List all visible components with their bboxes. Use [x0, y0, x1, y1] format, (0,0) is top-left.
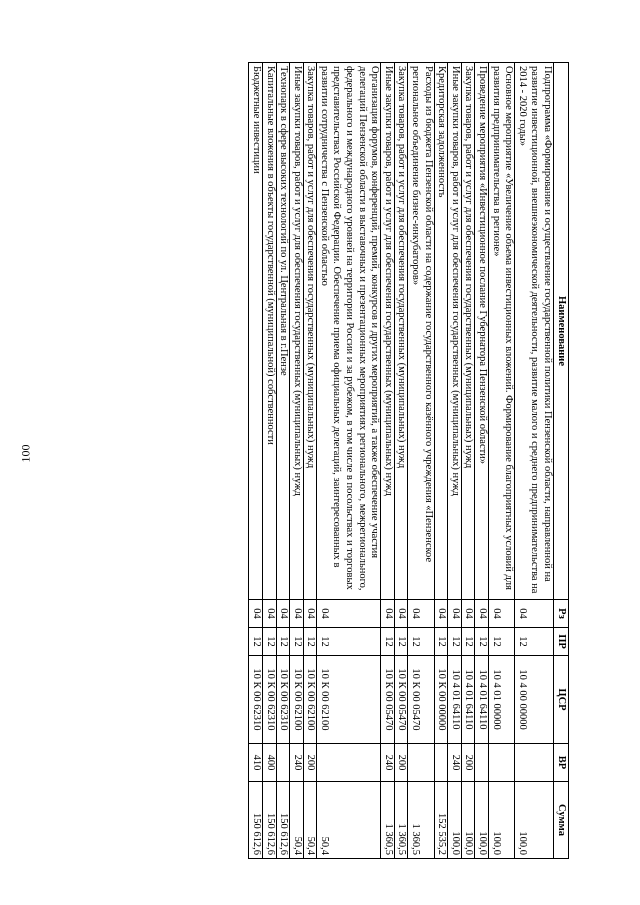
cell-vr	[515, 744, 554, 782]
cell-sum: 50,4	[303, 782, 317, 859]
cell-sum: 50,4	[290, 782, 304, 859]
cell-csr: 10 К 00 62100	[303, 656, 317, 744]
header-csr: ЦСР	[554, 656, 569, 744]
cell-pr: 12	[434, 628, 448, 656]
cell-sum: 100,0	[475, 782, 489, 859]
cell-name: Закупка товаров, работ и услуг для обеспечения государственных (муниципальных) нужд	[303, 63, 317, 600]
cell-name: Иные закупки товаров, работ и услуг для обеспечения государственных (муниципальных) нужд	[448, 63, 462, 600]
cell-pr: 12	[290, 628, 304, 656]
cell-sum: 150 612,6	[262, 782, 276, 859]
table-row	[262, 63, 276, 859]
cell-sum: 1 360,5	[408, 782, 434, 859]
cell-vr: 200	[461, 744, 475, 782]
table-row	[290, 63, 304, 859]
cell-rz: 04	[303, 600, 317, 628]
cell-pr: 12	[461, 628, 475, 656]
cell-csr: 10 4 01 64110	[475, 656, 489, 744]
cell-rz: 04	[290, 600, 304, 628]
cell-name: Иные закупки товаров, работ и услуг для обеспечения государственных (муниципальных) нужд	[290, 63, 304, 600]
table-row	[434, 63, 448, 859]
cell-pr: 12	[475, 628, 489, 656]
table-row	[317, 63, 381, 859]
cell-pr: 12	[381, 628, 395, 656]
table-row	[489, 63, 515, 859]
cell-name: Проведение мероприятия «Инвестиционное послание Губернатора Пензенской области»	[475, 63, 489, 600]
cell-sum: 1 360,5	[394, 782, 408, 859]
cell-rz: 04	[489, 600, 515, 628]
cell-pr: 12	[448, 628, 462, 656]
cell-vr	[434, 744, 448, 782]
cell-rz: 04	[249, 600, 263, 628]
cell-rz: 04	[448, 600, 462, 628]
cell-rz: 04	[434, 600, 448, 628]
cell-pr: 12	[317, 628, 381, 656]
cell-rz: 04	[317, 600, 381, 628]
cell-name: Основное мероприятие «Увеличение объема инвестиционных вложений. Формирование благоприятных условий для развития предпринимательства в регионе»	[489, 63, 515, 600]
header-name: Наименование	[554, 63, 569, 600]
cell-csr: 10 К 00 05470	[394, 656, 408, 744]
cell-vr	[276, 744, 290, 782]
cell-rz: 04	[461, 600, 475, 628]
cell-csr: 10 4 01 00000	[489, 656, 515, 744]
cell-csr: 10 К 00 62310	[276, 656, 290, 744]
cell-rz: 04	[408, 600, 434, 628]
cell-sum: 100,0	[515, 782, 554, 859]
cell-rz: 04	[475, 600, 489, 628]
cell-csr: 10 К 00 05470	[381, 656, 395, 744]
table-row	[276, 63, 290, 859]
cell-csr: 10 К 00 00000	[434, 656, 448, 744]
cell-pr: 12	[489, 628, 515, 656]
cell-sum: 50,4	[317, 782, 381, 859]
cell-vr	[317, 744, 381, 782]
cell-csr: 10 К 00 62310	[262, 656, 276, 744]
header-sum: Сумма	[554, 782, 569, 859]
table-row	[448, 63, 462, 859]
cell-rz: 04	[381, 600, 395, 628]
cell-pr: 12	[249, 628, 263, 656]
cell-rz: 04	[276, 600, 290, 628]
cell-sum: 100,0	[489, 782, 515, 859]
cell-csr: 10 4 01 64110	[448, 656, 462, 744]
page-number: 100	[18, 444, 33, 463]
cell-sum: 100,0	[461, 782, 475, 859]
cell-name: Расходы из бюджета Пензенской области на содержание государственного казённого учреждения «Пензенское региональное объединение бизнес-инкубаторов»	[408, 63, 434, 600]
cell-rz: 04	[394, 600, 408, 628]
cell-pr: 12	[276, 628, 290, 656]
cell-rz: 04	[262, 600, 276, 628]
table-row	[408, 63, 434, 859]
cell-name: Закупка товаров, работ и услуг для обеспечения государственных (муниципальных) нужд	[461, 63, 475, 600]
cell-name: Капитальные вложения в объекты государственной (муниципальной) собственности	[262, 63, 276, 600]
cell-sum: 100,0	[448, 782, 462, 859]
table-row	[303, 63, 317, 859]
cell-name: Подпрограмма «Формирование и осуществление государственной политики Пензенской области, направленной на развитие инвестиционной, внешнеэкономической деятельности, развитие малого и среднего предпринимательства на 2014 - 2020 годы»	[515, 63, 554, 600]
header-pr: ПР	[554, 628, 569, 656]
table-row	[394, 63, 408, 859]
cell-csr: 10 К 00 05470	[408, 656, 434, 744]
cell-pr: 12	[303, 628, 317, 656]
table-row	[475, 63, 489, 859]
cell-vr	[489, 744, 515, 782]
table-body	[249, 63, 554, 859]
cell-vr: 200	[303, 744, 317, 782]
cell-name: Технопарк в сфере высоких технологий по ул. Центральная в г.Пензе	[276, 63, 290, 600]
table-row	[461, 63, 475, 859]
cell-pr: 12	[515, 628, 554, 656]
header-vr: ВР	[554, 744, 569, 782]
header-rz: Рз	[554, 600, 569, 628]
cell-name: Иные закупки товаров, работ и услуг для обеспечения государственных (муниципальных) нужд	[381, 63, 395, 600]
table-row	[515, 63, 554, 859]
cell-sum: 150 612,6	[276, 782, 290, 859]
cell-pr: 12	[408, 628, 434, 656]
cell-csr: 10 К 00 62310	[249, 656, 263, 744]
table-row	[249, 63, 263, 859]
cell-csr: 10 К 00 62100	[290, 656, 304, 744]
cell-vr: 240	[290, 744, 304, 782]
budget-table	[248, 62, 569, 859]
cell-vr: 410	[249, 744, 263, 782]
cell-vr	[475, 744, 489, 782]
cell-name: Кредиторская задолженность	[434, 63, 448, 600]
cell-sum: 152 535,2	[434, 782, 448, 859]
cell-name: Закупка товаров, работ и услуг для обеспечения государственных (муниципальных) нужд	[394, 63, 408, 600]
cell-pr: 12	[262, 628, 276, 656]
cell-csr: 10 4 00 00000	[515, 656, 554, 744]
cell-csr: 10 К 00 62100	[317, 656, 381, 744]
cell-name: Бюджетные инвестиции	[249, 63, 263, 600]
rotated-page-content	[77, 62, 569, 858]
cell-sum: 150 612,6	[249, 782, 263, 859]
cell-vr: 200	[394, 744, 408, 782]
cell-rz: 04	[515, 600, 554, 628]
cell-name: Организация форумов, конференций, премий, конкурсов и других мероприятий, а также обеспечение участия делегаций Пензенской области в выставочных и презентационных мероприятиях регионального, межрегионального, федерального и международного уровней на территории России и за рубежом, в том числе в посольствах и торговых представительствах Российской Федерации. Обеспечение приема официальных делегаций, заинтересованных в развитии сотрудничества с Пензенской областью	[317, 63, 381, 600]
cell-csr: 10 4 01 64110	[461, 656, 475, 744]
cell-vr: 240	[448, 744, 462, 782]
cell-vr: 400	[262, 744, 276, 782]
cell-vr	[408, 744, 434, 782]
table-row	[381, 63, 395, 859]
cell-sum: 1 360,5	[381, 782, 395, 859]
cell-pr: 12	[394, 628, 408, 656]
cell-vr: 240	[381, 744, 395, 782]
table-header-row	[554, 63, 569, 859]
